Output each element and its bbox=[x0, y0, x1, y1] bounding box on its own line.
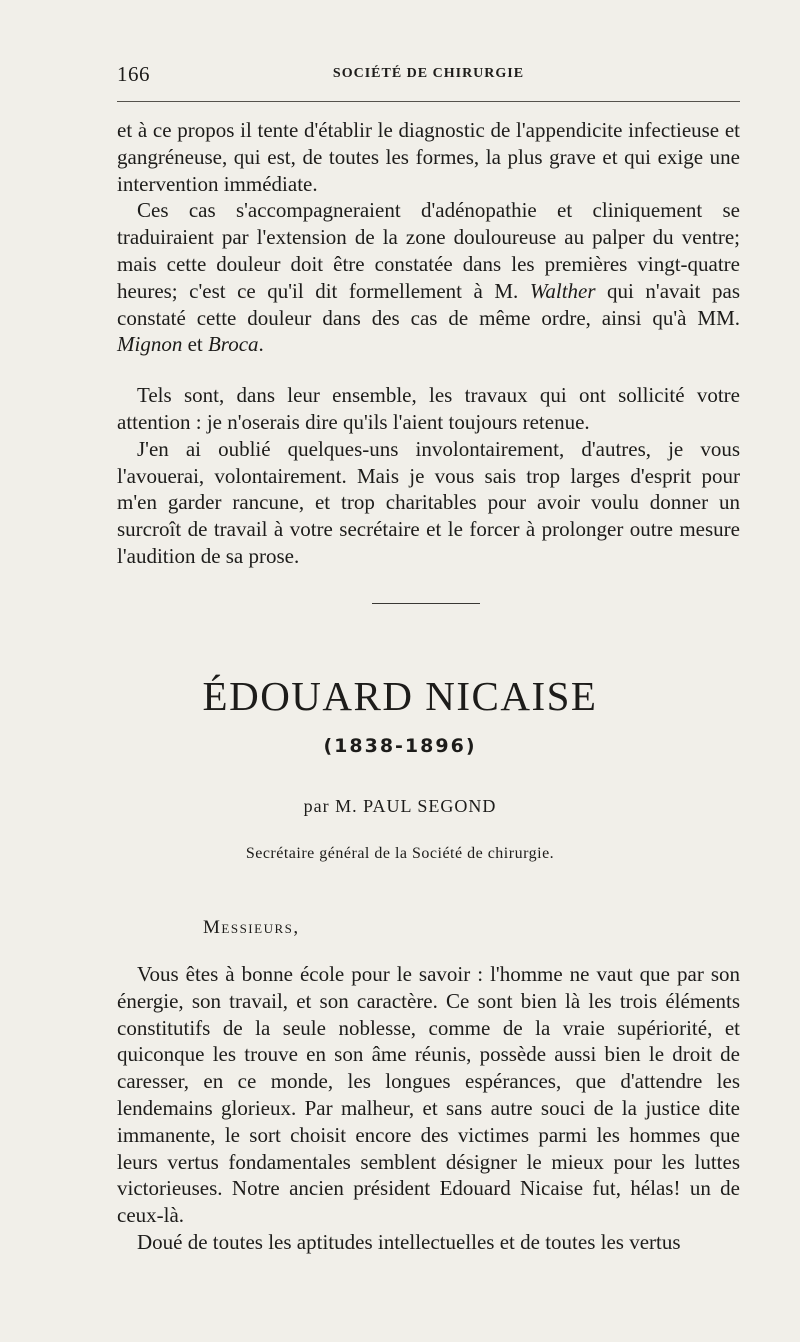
text-span: Ces cas s'accompagneraient d'adénopathie et cliniquement se traduiraient par l'extension de la zone douloureuse au palper du ventre; mais cette douleur doit être constatée dans les premières vingt-quatre heures; c'est ce qu'il dit formellement à M. bbox=[117, 198, 740, 303]
article-dates: (1838-1896) bbox=[323, 735, 477, 757]
text-span: qui n'avait pas constaté cette douleur dans des cas de même ordre, ainsi qu'à MM. bbox=[117, 278, 741, 330]
name-broca: Broca bbox=[207, 332, 259, 357]
paragraph-travaux: Tels sont, dans leur ensemble, les travaux qui ont sollicité votre attention : je n'oserais dire qu'ils l'aient toujours retenue. bbox=[117, 383, 740, 434]
header-rule bbox=[117, 101, 740, 102]
article-body bbox=[117, 961, 740, 1256]
article-author: par M. PAUL SEGOND bbox=[303, 796, 497, 816]
previous-section-text bbox=[117, 117, 740, 570]
paragraph-appendicite: et à ce propos il tente d'établir le diagnostic de l'appendicite infectieuse et gangréneuse, qui est, de toutes les formes, la plus grave et qui exige une intervention immédiate. bbox=[117, 118, 740, 196]
article-title: ÉDOUARD NICAISE bbox=[202, 673, 598, 719]
text-span: et bbox=[182, 332, 208, 357]
running-title: SOCIÉTÉ DE CHIRURGIE bbox=[332, 66, 525, 81]
name-mignon: Mignon bbox=[117, 332, 183, 357]
paragraph-adenopathie bbox=[117, 197, 740, 358]
text-span: . bbox=[258, 332, 264, 357]
section-divider bbox=[372, 603, 480, 604]
name-walther: Walther bbox=[529, 278, 596, 303]
salutation: Messieurs, bbox=[203, 917, 300, 938]
paragraph-bonne-ecole: Vous êtes à bonne école pour le savoir : l'homme ne vaut que par son énergie, son travail, et son caractère. Ce sont bien là les trois éléments constitutifs de la seule noblesse, comme de la vraie supériorité, et quiconque les trouve en son âme réunis, possède aussi bien le droit de caresser, en ce monde, les longues espérances, que d'attendre les lendemains glorieux. Par malheur, et sans autre souci de la justice dite immanente, le sort choisit encore des victimes parmi les hommes que leurs vertus fondamentales semblent désigner le mieux pour les luttes victorieuses. Notre ancien président Edouard Nicaise fut, hélas! un de ceux-là. bbox=[117, 962, 740, 1228]
paragraph-doue: Doué de toutes les aptitudes intellectuelles et de toutes les vertus bbox=[137, 1229, 681, 1254]
running-head bbox=[117, 62, 740, 90]
page-number: 166 bbox=[117, 62, 150, 86]
author-role: Secrétaire général de la Société de chirurgie. bbox=[245, 845, 555, 862]
paragraph-oublie: J'en ai oublié quelques-uns involontairement, d'autres, je vous l'avouerai, volontairement. Mais je vous sais trop larges d'esprit pour m'en garder rancune, et trop charitables pour avoir voulu donner un surcroît de travail à votre secrétaire et le forcer à prolonger outre mesure l'audition de sa prose. bbox=[117, 436, 740, 568]
